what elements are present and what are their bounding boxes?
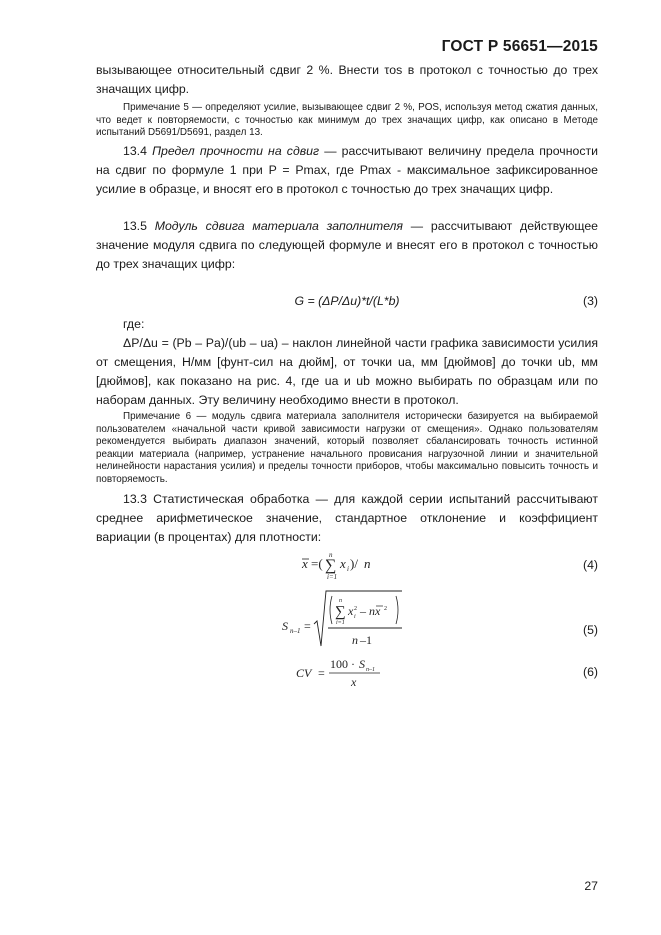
equation-5 xyxy=(282,588,422,652)
note-6: Примечание 6 — модуль сдвига материала заполнителя исторически базируется на выбираемой пользователем «начальной части кривой зависимости нагрузки от смещения». Однако пользователям рекомендуется выбирать диапазон значений, который позволяет сбалансировать точность истинной реакции материала (например, устранение начального провисания нагрузочной линии и значительной нелинейности нарастания усилия) и пределы точности приборов, чтобы максимально повысить точность и повторяемость. xyxy=(96,411,598,485)
document-header: ГОСТ Р 56651—2015 xyxy=(441,38,598,55)
svg-text:n: n xyxy=(364,556,371,571)
svg-text:=: = xyxy=(318,666,325,680)
svg-text:x: x xyxy=(302,556,308,571)
svg-text:n: n xyxy=(339,598,342,604)
section-13-5-number: 13.5 xyxy=(123,219,147,233)
section-13-4 xyxy=(96,142,598,199)
equation-5-number: (5) xyxy=(582,623,598,637)
svg-text:nx: nx xyxy=(369,604,381,618)
equation-4 xyxy=(300,551,410,581)
page-number: 27 xyxy=(584,879,598,893)
section-13-4-number: 13.4 xyxy=(123,144,147,158)
section-13-5-title: Модуль сдвига материала заполнителя xyxy=(154,219,404,233)
svg-text:∑: ∑ xyxy=(325,557,337,574)
section-13-4-title: Предел прочности на сдвиг xyxy=(152,144,320,158)
svg-text:2: 2 xyxy=(384,606,387,612)
svg-text:i: i xyxy=(347,565,349,573)
svg-text:2: 2 xyxy=(354,606,357,612)
section-13-3 xyxy=(96,490,598,547)
svg-text:i: i xyxy=(354,614,356,620)
equation-6-number: (6) xyxy=(582,665,598,679)
svg-text:S: S xyxy=(359,657,365,671)
where-definition: ΔP/Δu = (Pb – Pa)/(ub – ua) – наклон линейной части графика зависимости усилия от смещения, Н/мм [фунт-сил на дюйм], от точки ua, мм [дюймов] до точки ub, мм [дюймов], как показано на рис. 4, где ua и ub можно выбирать по образцам или по наборам данных. Эту величину необходимо внести в протокол. xyxy=(96,336,598,407)
note-5: Примечание 5 — определяют усилие, вызывающее сдвиг 2 %, POS, используя метод сжатия данных, что ведет к повторяемости, с точностью как минимум до трех значащих цифр, как описано в Методе испытаний D5691/D5691, раздел 13. xyxy=(96,102,598,139)
equation-3 xyxy=(96,294,598,308)
svg-text:x: x xyxy=(348,604,354,618)
equation-3-number: (3) xyxy=(582,294,598,308)
equation-4-number: (4) xyxy=(582,558,598,572)
intro-paragraph: вызывающее относительный сдвиг 2 %. Внести τos в протокол с точностью до трех значащих цифр. xyxy=(96,63,598,96)
svg-text:n: n xyxy=(352,633,358,647)
svg-text:x: x xyxy=(351,675,357,689)
svg-text:=(: =( xyxy=(311,556,323,571)
svg-text:=: = xyxy=(304,619,311,633)
svg-text:CV: CV xyxy=(296,666,312,680)
where-label: где: xyxy=(123,317,145,331)
equation-6-graphic xyxy=(296,655,396,691)
section-13-5-text: — рассчитывают действующее значение модуля сдвига по следующей формуле и внесят его в протокол с точностью до трех значащих цифр: xyxy=(96,219,598,271)
svg-text:i=1: i=1 xyxy=(336,620,345,626)
section-13-4-text: — рассчитывают величину предела прочности на сдвиг по формуле 1 при P = Pmax, где Pmax - максимальное зафиксированное усилие в образце, и вносят его в протокол с точностью до трех значащих цифр. xyxy=(96,144,598,196)
svg-text:S: S xyxy=(282,619,288,633)
equation-3-formula: G = (ΔP/Δu)*t/(L*b) xyxy=(294,294,400,308)
equation-5-graphic xyxy=(282,588,422,652)
svg-text:x: x xyxy=(340,556,346,571)
svg-text:n: n xyxy=(329,551,333,559)
equation-6 xyxy=(296,655,396,691)
svg-text:100 ·: 100 · xyxy=(330,657,355,671)
section-13-5 xyxy=(96,217,598,274)
svg-text:∑: ∑ xyxy=(335,604,346,620)
section-13-3-number: 13.3 xyxy=(123,492,147,506)
section-13-3-text: Статистическая обработка — для каждой серии испытаний рассчитывают среднее арифметическое значение, стандартное отклонение и коэффициент вариации (в процентах) для плотности: xyxy=(96,492,598,544)
svg-text:n–1: n–1 xyxy=(366,667,375,673)
svg-text:i=1: i=1 xyxy=(327,573,338,581)
svg-text:–: – xyxy=(360,604,366,618)
svg-text:n–1: n–1 xyxy=(290,627,301,635)
svg-text:–1: –1 xyxy=(360,633,372,647)
svg-text:)/: )/ xyxy=(350,556,358,571)
equation-4-graphic xyxy=(300,551,410,581)
